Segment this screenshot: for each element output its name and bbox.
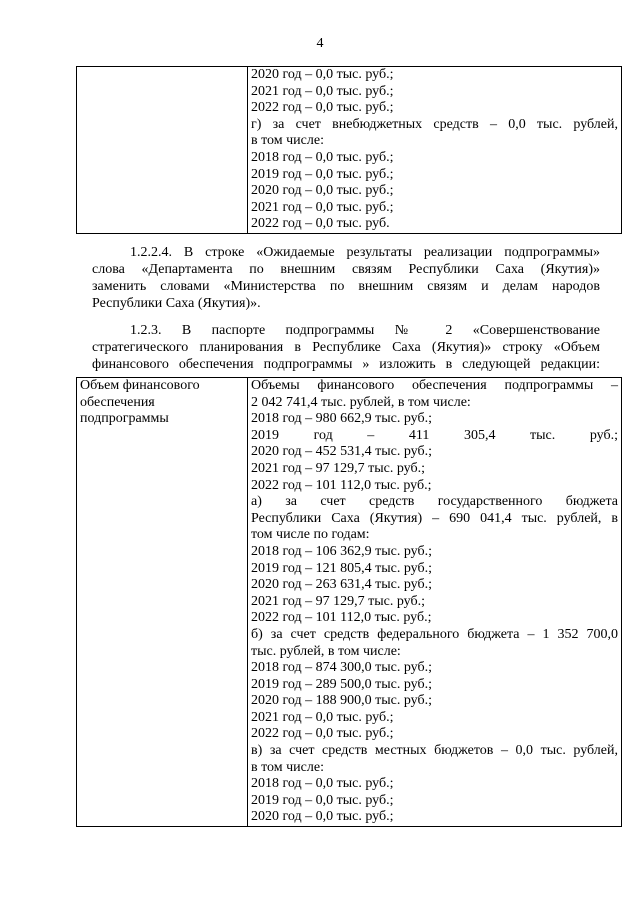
table-line: 2021 год – 0,0 тыс. руб.; xyxy=(251,83,394,99)
table-line: 2022 год – 0,0 тыс. руб.; xyxy=(251,100,394,116)
row-label-line: подпрограммы xyxy=(80,411,169,427)
table-line: 2018 год – 874 300,0 тыс. руб.; xyxy=(251,660,432,676)
table-line: 2019 год – 0,0 тыс. руб.; xyxy=(251,166,394,182)
table-line: 2020 год – 0,0 тыс. руб.; xyxy=(251,809,394,825)
table-line: а) за счет средств государственного бюджета xyxy=(251,494,618,510)
page-number: 4 xyxy=(316,36,324,51)
paragraph-line: финансового обеспечения подпрограммы » изложить в следующей редакции: xyxy=(92,357,600,372)
table-line: 2020 год – 0,0 тыс. руб.; xyxy=(251,67,394,82)
row-label-line: обеспечения xyxy=(80,394,155,410)
paragraph-line: 1.2.2.4. В строке «Ожидаемые результаты реализации подпрограммы» xyxy=(130,245,600,260)
paragraph-line: слова «Департамента по внешним связям Республики Саха (Якутия)» xyxy=(92,262,600,277)
paragraph-line: заменить словами «Министерства по внешним связям и делам народов xyxy=(92,279,600,294)
funding-table xyxy=(76,377,622,827)
table-line: 2022 год – 0,0 тыс. руб. xyxy=(251,216,390,232)
table-line: 2020 год – 452 531,4 тыс. руб.; xyxy=(251,444,432,460)
table-line: в том числе: xyxy=(251,133,324,149)
table-line: 2018 год – 106 362,9 тыс. руб.; xyxy=(251,543,432,559)
table-cell-funding xyxy=(248,378,622,827)
table-row xyxy=(77,67,622,234)
table-line: Республики Саха (Якутия) – 690 041,4 тыс. рублей, в xyxy=(251,510,618,526)
table-line: том числе по годам: xyxy=(251,527,370,543)
table-line: 2020 год – 188 900,0 тыс. руб.; xyxy=(251,693,432,709)
table-cell-funding xyxy=(248,67,622,234)
table-line: 2022 год – 0,0 тыс. руб.; xyxy=(251,726,394,742)
table-line: г) за счет внебюджетных средств – 0,0 тыс. рублей, xyxy=(251,116,618,132)
table-line: 2019 год – 411 305,4 тыс. руб.; xyxy=(251,427,618,443)
table-row xyxy=(77,378,622,827)
table-line: в) за счет средств местных бюджетов – 0,0 тыс. рублей, xyxy=(251,743,618,759)
table-line: б) за счет средств федерального бюджета – 1 352 700,0 xyxy=(251,626,618,642)
paragraph-1-2-3 xyxy=(92,322,600,373)
table-line: в том числе: xyxy=(251,759,324,775)
table-line: 2018 год – 0,0 тыс. руб.; xyxy=(251,149,394,165)
row-label-line: Объем финансового xyxy=(80,378,200,393)
funding-table-continued xyxy=(76,66,622,234)
paragraph-1-2-2-4 xyxy=(92,244,600,312)
paragraph-line: 1.2.3. В паспорте подпрограммы № 2 «Совершенствование xyxy=(130,323,600,338)
paragraph-line: Республики Саха (Якутия)». xyxy=(92,296,261,311)
table-line: 2 042 741,4 тыс. рублей, в том числе: xyxy=(251,394,471,410)
table-line: тыс. рублей, в том числе: xyxy=(251,643,401,659)
table-line: 2018 год – 980 662,9 тыс. руб.; xyxy=(251,411,432,427)
table-line: 2021 год – 0,0 тыс. руб.; xyxy=(251,199,394,215)
table-line: 2019 год – 0,0 тыс. руб.; xyxy=(251,792,394,808)
table-line: 2022 год – 101 112,0 тыс. руб.; xyxy=(251,477,432,493)
table-line: 2021 год – 97 129,7 тыс. руб.; xyxy=(251,593,425,609)
table-cell-empty xyxy=(77,67,248,234)
table-line: Объемы финансового обеспечения подпрограммы – xyxy=(251,378,618,393)
table-line: 2021 год – 97 129,7 тыс. руб.; xyxy=(251,460,425,476)
table-line: 2022 год – 101 112,0 тыс. руб.; xyxy=(251,610,432,626)
table-line: 2021 год – 0,0 тыс. руб.; xyxy=(251,709,394,725)
table-line: 2019 год – 289 500,0 тыс. руб.; xyxy=(251,676,432,692)
table-line: 2020 год – 263 631,4 тыс. руб.; xyxy=(251,577,432,593)
table-line: 2020 год – 0,0 тыс. руб.; xyxy=(251,183,394,199)
paragraph-line: стратегического планирования в Республике Саха (Якутия)» строку «Объем xyxy=(92,340,600,355)
table-line: 2018 год – 0,0 тыс. руб.; xyxy=(251,776,394,792)
table-cell-label xyxy=(77,378,248,827)
table-line: 2019 год – 121 805,4 тыс. руб.; xyxy=(251,560,432,576)
